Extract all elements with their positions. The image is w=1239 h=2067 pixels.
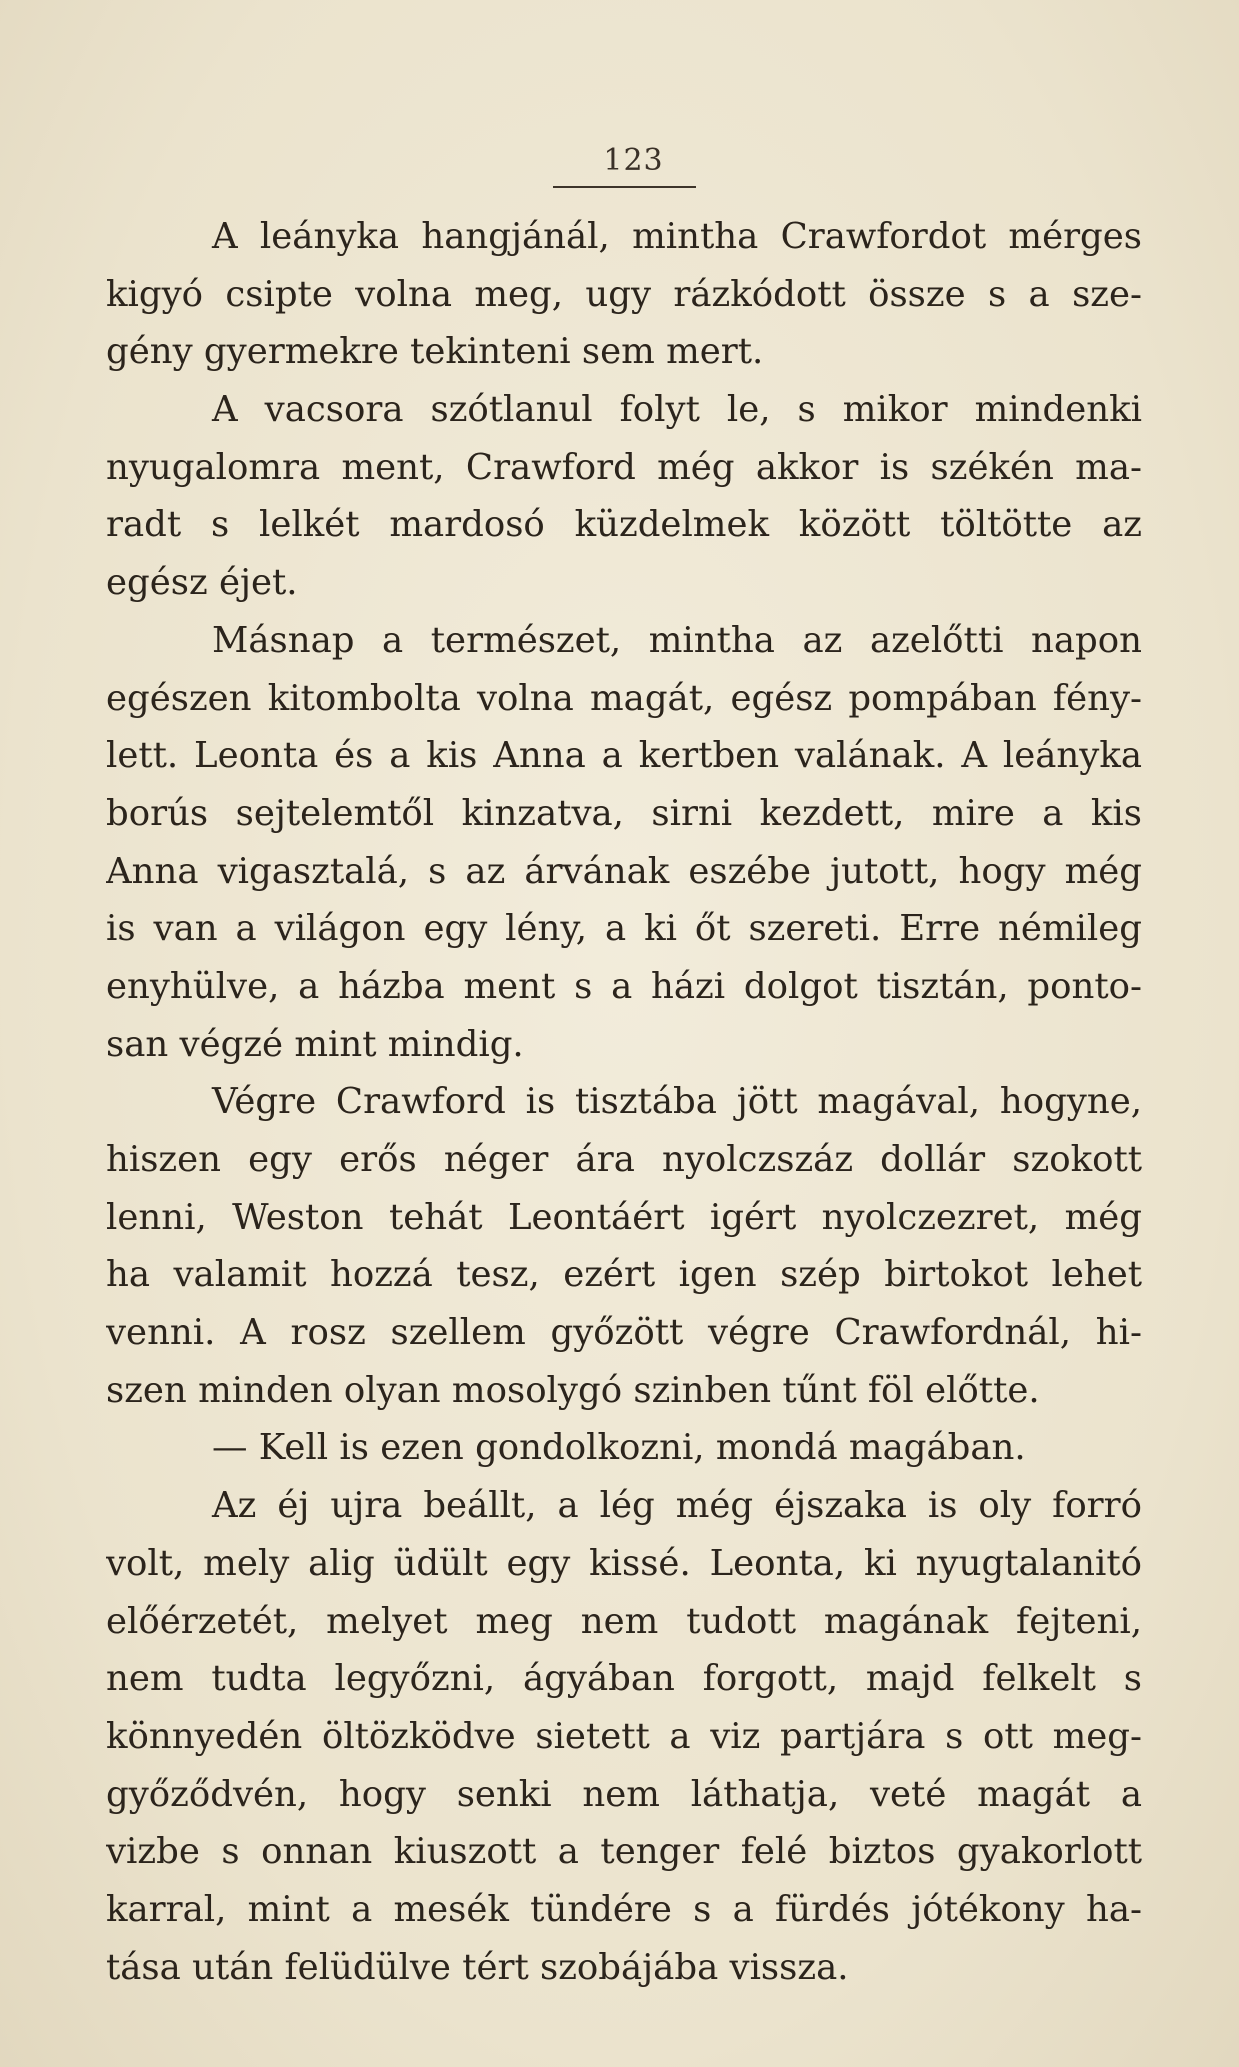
- text-line: — Kell is ezen gondolkozni, mondá magában.: [212, 1427, 1026, 1469]
- text-line: egész éjet.: [106, 562, 298, 604]
- header-rule: [553, 186, 696, 188]
- text-line: ha valamit hozzá tesz, ezért igen szép birtokot lehet: [106, 1254, 1142, 1296]
- text-line: lenni, Weston tehát Leontáért igért nyolczezret, még: [106, 1196, 1142, 1238]
- text-line: gény gyermekre tekinteni sem mert.: [106, 331, 764, 373]
- text-line: volt, mely alig üdült egy kissé. Leonta, ki nyugtalanitó: [106, 1542, 1142, 1584]
- text-line: vizbe s onnan kiuszott a tenger felé biztos gyakorlott: [106, 1831, 1142, 1873]
- text-line: A leányka hangjánál, mintha Crawfordot mérges: [212, 216, 1142, 257]
- text-line: Anna vigasztalá, s az árvának eszébe jutott, hogy még: [106, 850, 1142, 892]
- text-line: nyugalomra ment, Crawford még akkor is székén ma-: [106, 446, 1142, 488]
- text-line: san végzé mint mindig.: [106, 1023, 524, 1065]
- text-line: tása után felüdülve tért szobájába vissza.: [106, 1946, 849, 1988]
- text-line: szen minden olyan mosolygó szinben tűnt föl előtte.: [106, 1369, 1040, 1411]
- text-line: nem tudta legyőzni, ágyában forgott, majd felkelt s: [106, 1658, 1142, 1700]
- text-line: egészen kitombolta volna magát, egész pompában fény-: [106, 677, 1142, 719]
- page-number: 123: [603, 143, 664, 178]
- text-line: borús sejtelemtől kinzatva, sirni kezdett, mire a kis: [106, 792, 1142, 834]
- text-line: radt s lelkét mardosó küzdelmek között töltötte az: [106, 504, 1142, 546]
- text-line: karral, mint a mesék tündére s a fürdés jótékony ha-: [106, 1888, 1142, 1930]
- text-line: venni. A rosz szellem győzött végre Crawfordnál, hi-: [106, 1312, 1142, 1354]
- text-line: győződvén, hogy senki nem láthatja, veté magát a: [106, 1773, 1142, 1815]
- text-line: hiszen egy erős néger ára nyolczszáz dollár szokott: [106, 1139, 1142, 1180]
- text-line: Az éj ujra beállt, a lég még éjszaka is oly forró: [212, 1485, 1142, 1527]
- text-line: könnyedén öltözködve sietett a viz partjára s ott meg-: [106, 1715, 1142, 1757]
- text-line: előérzetét, melyet meg nem tudott magának fejteni,: [106, 1600, 1142, 1642]
- text-line: Végre Crawford is tisztába jött magával, hogyne,: [212, 1081, 1142, 1123]
- body-text: [106, 208, 1142, 1996]
- text-line: kigyó csipte volna meg, ugy rázkódott össze s a sze-: [106, 273, 1142, 315]
- text-line: lett. Leonta és a kis Anna a kertben valának. A leányka: [106, 735, 1142, 777]
- page-header: [0, 143, 1239, 178]
- text-line: is van a világon egy lény, a ki őt szereti. Erre némileg: [106, 908, 1142, 950]
- text-line: Másnap a természet, mintha az azelőtti napon: [212, 619, 1142, 661]
- text-line: A vacsora szótlanul folyt le, s mikor mindenki: [212, 389, 1142, 431]
- text-line: enyhülve, a házba ment s a házi dolgot tisztán, ponto-: [106, 965, 1142, 1007]
